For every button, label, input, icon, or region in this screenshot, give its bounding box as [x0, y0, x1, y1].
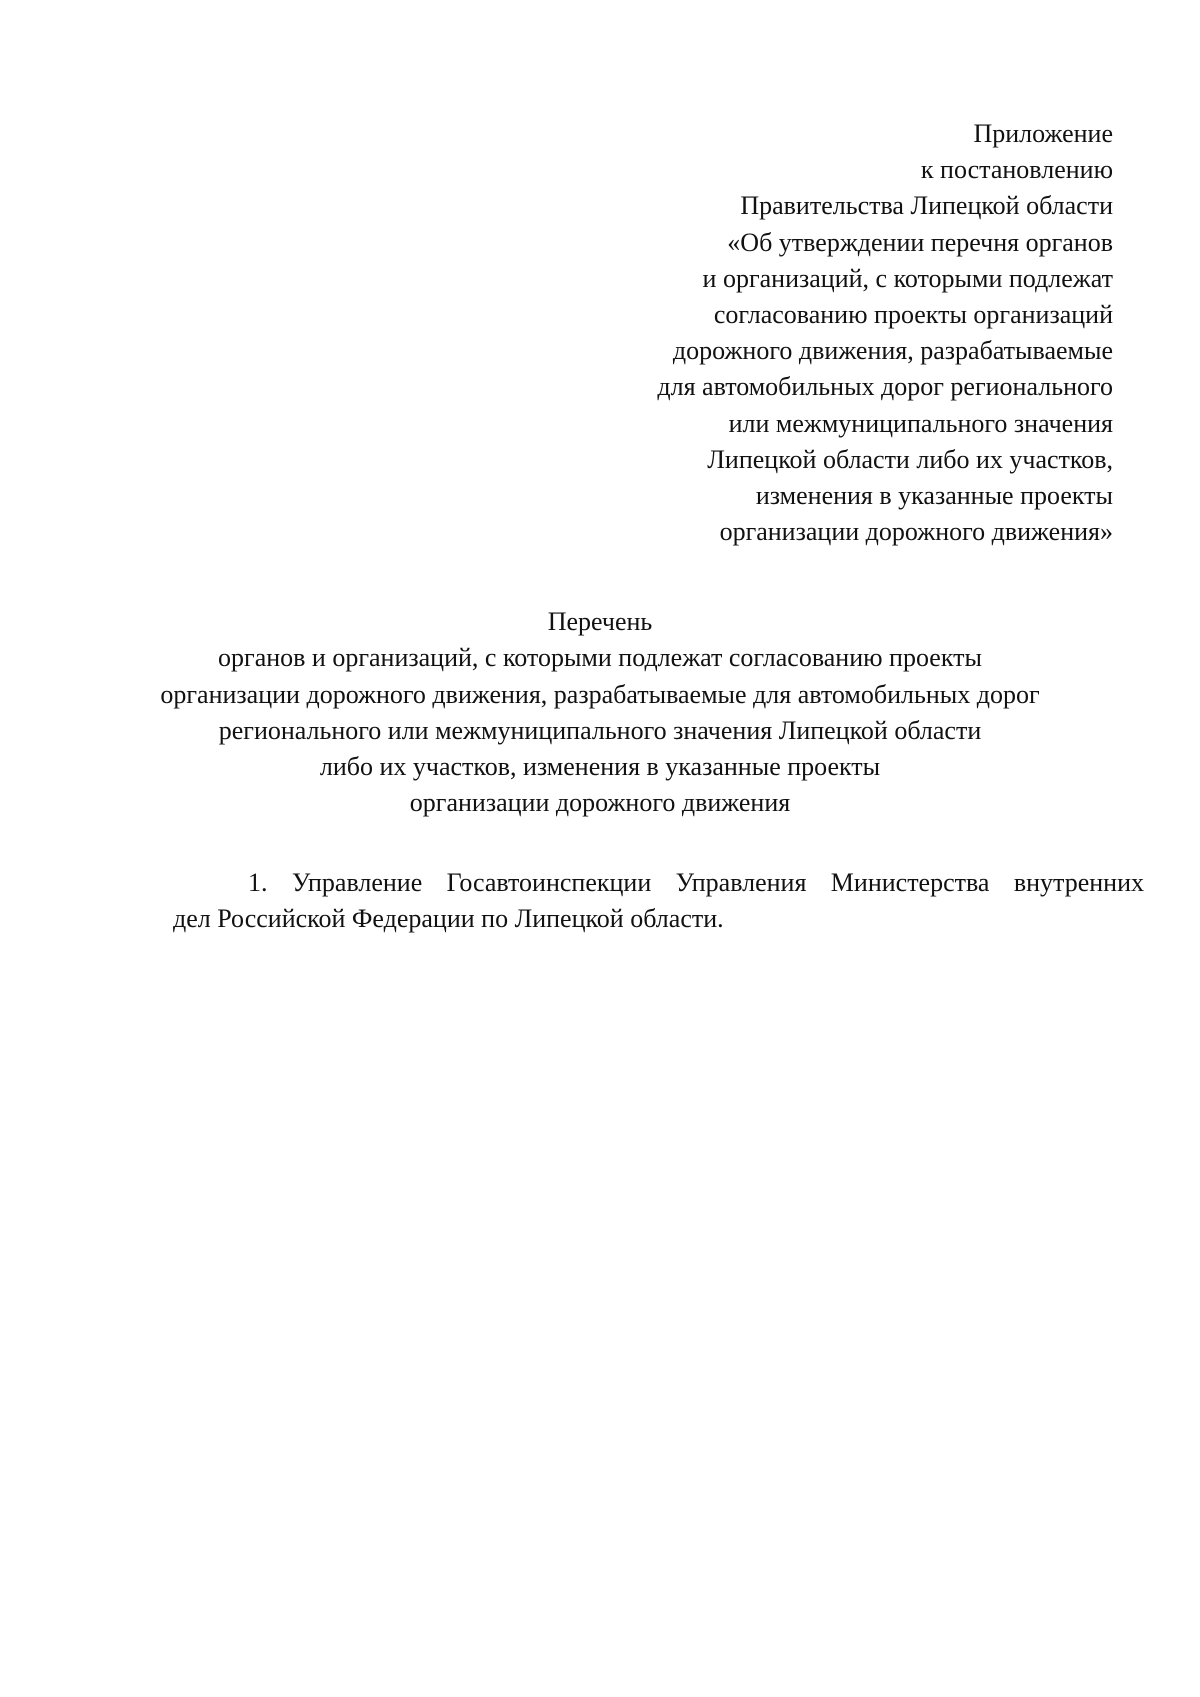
list-title-line: либо их участков, изменения в указанные проекты — [319, 752, 881, 782]
appendix-line: изменения в указанные проекты — [755, 481, 1113, 511]
list-title-line: органов и организаций, с которыми подлежат согласованию проекты — [218, 643, 982, 673]
appendix-line: и организаций, с которыми подлежат — [702, 263, 1113, 293]
appendix-line: согласованию проекты организаций — [713, 300, 1113, 330]
list-title-line: организации дорожного движения, разрабатываемые для автомобильных дорог — [160, 679, 1040, 709]
appendix-line: к постановлению — [920, 155, 1113, 185]
appendix-line: Правительства Липецкой области — [740, 191, 1113, 221]
list-item — [173, 865, 1144, 937]
appendix-line: или межмуниципального значения — [728, 408, 1113, 438]
appendix-line: организации дорожного движения» — [719, 517, 1113, 547]
appendix-line: для автомобильных дорог регионального — [657, 372, 1113, 402]
list-item-continuation: дел Российской Федерации по Липецкой области. — [173, 904, 724, 933]
appendix-line: «Об утверждении перечня органов — [727, 227, 1113, 257]
list-title-line: организации дорожного движения — [409, 788, 791, 818]
list-title — [150, 604, 1050, 822]
appendix-line: Приложение — [973, 119, 1113, 148]
list-item-first-line: 1. Управление Госавтоинспекции Управления Министерства внутренних — [248, 868, 1144, 897]
appendix-line: Липецкой области либо их участков, — [707, 444, 1113, 474]
appendix-header — [553, 116, 1113, 550]
list-title-line: регионального или межмуниципального значения Липецкой области — [218, 715, 982, 745]
list-heading: Перечень — [547, 607, 653, 636]
appendix-line: дорожного движения, разрабатываемые — [672, 336, 1113, 366]
